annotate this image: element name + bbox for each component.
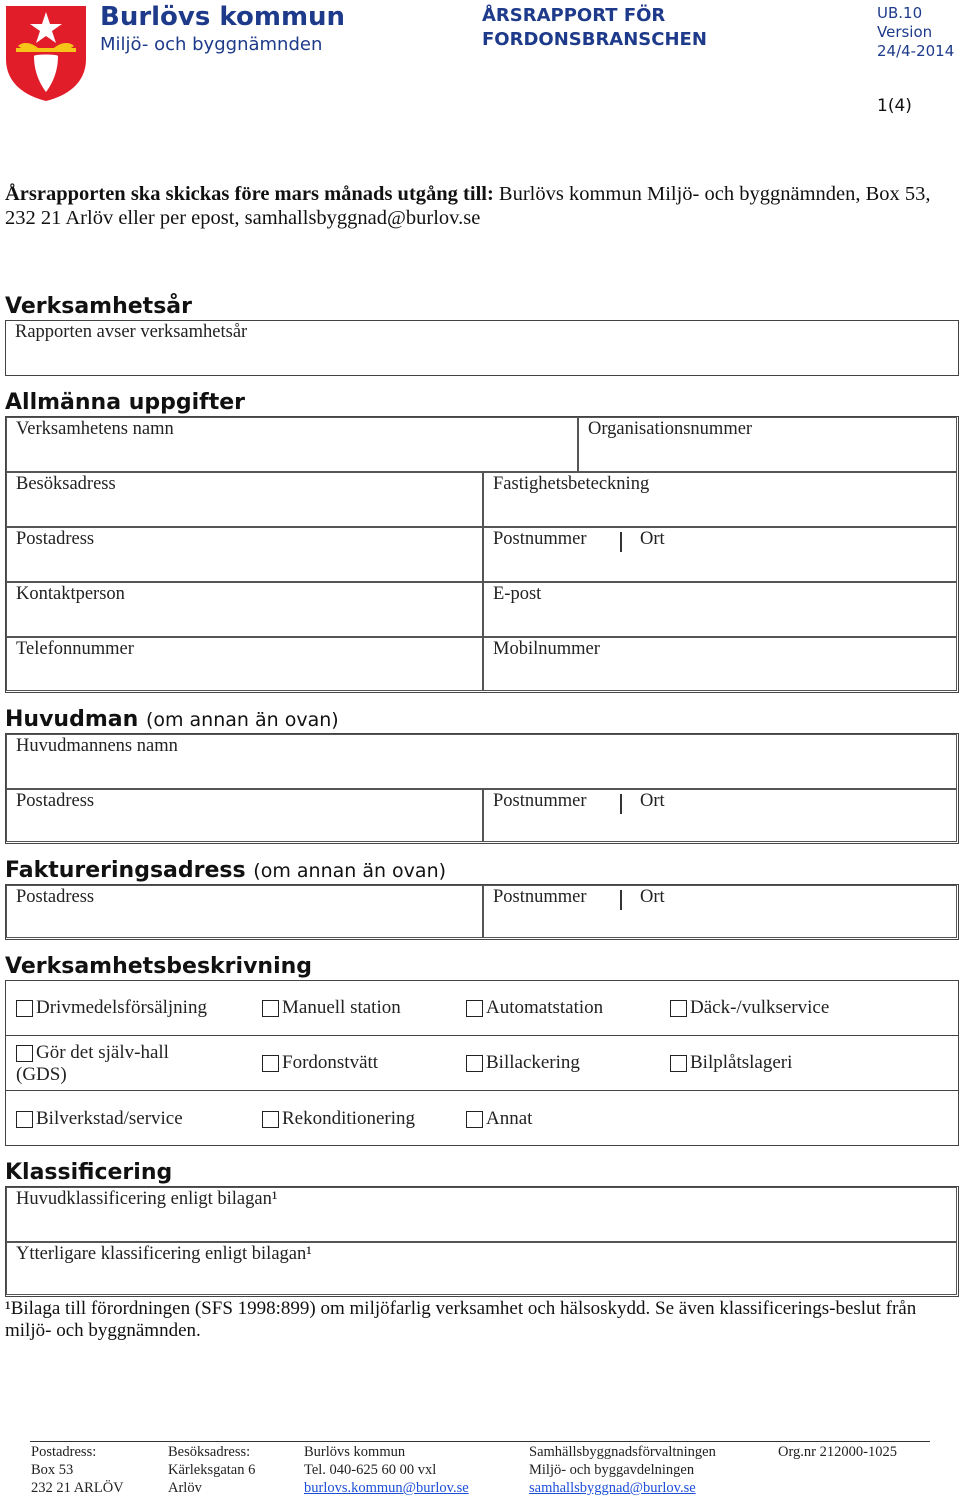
checkbox-label-cont: (GDS) [16,1064,67,1085]
checkbox-dackservice[interactable] [670,997,829,1019]
huvudklassificering-field[interactable] [6,1187,957,1242]
checkbox-gds-line [16,1042,169,1064]
footer-text: Miljö- och byggavdelningen [529,1462,695,1478]
ytterligare-klassificering-label: Ytterligare klassificering enligt bilagan¹ [16,1244,312,1264]
faktura-ort-label: Ort [640,887,665,907]
checkbox-label: Bilplåtslageri [690,1052,793,1073]
mobilnummer-label: Mobilnummer [493,639,600,659]
version-label: Version [877,23,933,41]
checkbox-label: Fordonstvätt [282,1052,379,1073]
checkbox-row-2 [5,1035,959,1091]
footer-kommun-email-link[interactable]: burlovs.kommun@burlov.se [304,1480,469,1496]
huvudman-postnummer-ort-field[interactable] [483,789,957,842]
ort-label: Ort [640,529,665,549]
faktura-postadress-label: Postadress [16,887,95,907]
checkbox-label: Drivmedelsförsäljning [36,997,207,1018]
footer-samhallsbyggnad-email-link[interactable]: samhallsbyggnad@burlov.se [529,1480,696,1496]
postnummer-label: Postnummer [493,529,587,549]
telefonnummer-field[interactable] [6,637,483,691]
checkbox-manuell-station[interactable] [262,997,401,1019]
footnote: ¹Bilaga till förordningen (SFS 1998:899) om miljöfarlig verksamhet och hälsoskydd. Se även klassificerings-beslut från miljö- och byggnämnden. [5,1298,917,1341]
huvudman-postadress-label: Postadress [16,791,95,811]
footer-text: Samhällsbyggnadsförvaltningen [529,1444,716,1460]
organisationsnummer-label: Organisationsnummer [588,419,753,439]
section-huvudman [5,707,339,733]
field-divider [620,532,622,552]
section-klassificering: Klassificering [5,1160,173,1185]
huvudklassificering-label: Huvudklassificering enligt bilagan¹ [16,1189,278,1209]
checkbox-label: Billackering [486,1052,580,1073]
page-number: 1(4) [877,96,912,116]
checkbox-icon[interactable] [670,1000,687,1017]
section-verksamhetsbeskrivning: Verksamhetsbeskrivning [5,954,313,979]
verksamhetens-namn-field[interactable] [6,417,578,472]
verksamhetens-namn-label: Verksamhetens namn [16,419,174,439]
checkbox-automatstation[interactable] [466,997,603,1019]
huvudman-table [5,733,959,844]
huvudman-postadress-field[interactable] [6,789,483,842]
faktura-postnummer-label: Postnummer [493,887,587,907]
footer-text: Postadress: [31,1444,97,1460]
checkbox-label: Bilverkstad/service [36,1108,183,1129]
checkbox-rekonditionering[interactable] [262,1108,415,1130]
footer-text: 232 21 ARLÖV [31,1480,124,1496]
checkbox-annat[interactable] [466,1108,532,1130]
checkbox-label: Rekonditionering [282,1108,415,1129]
intro-bold: Årsrapporten ska skickas före mars månads utgång till: [5,183,494,205]
mobilnummer-field[interactable] [483,637,957,691]
checkbox-bilverkstad[interactable] [16,1108,183,1130]
document-code [877,4,954,61]
kontaktperson-label: Kontaktperson [16,584,125,604]
ytterligare-klassificering-field[interactable] [6,1242,957,1295]
footer-orgnr: Org.nr 212000-1025 [778,1444,897,1460]
epost-label: E-post [493,584,542,604]
checkbox-icon[interactable] [16,1045,33,1062]
version-date: 24/4-2014 [877,42,955,60]
section-allmanna: Allmänna uppgifter [5,390,246,415]
huvudmannens-namn-field[interactable] [6,734,957,789]
document-title [482,4,782,52]
faktura-postnummer-ort-field[interactable] [483,885,957,938]
verksamhetsar-field[interactable] [5,320,959,376]
checkbox-bilplatslageri[interactable] [670,1052,792,1074]
checkbox-icon[interactable] [262,1000,279,1017]
kontaktperson-field[interactable] [6,582,483,637]
postnummer-ort-field[interactable] [483,527,957,582]
fakturering-table [5,884,959,940]
checkbox-icon[interactable] [466,1000,483,1017]
checkbox-row-3 [5,1090,959,1146]
faktura-postadress-field[interactable] [6,885,483,938]
footer-text: Kärleksgatan 6 [168,1462,256,1478]
footer-kommun [304,1443,469,1497]
footer-postadress [31,1443,124,1497]
huvudman-postnummer-label: Postnummer [493,791,587,811]
section-fakturering [5,858,446,884]
huvudman-ort-label: Ort [640,791,665,811]
checkbox-icon[interactable] [262,1055,279,1072]
footer-text: Arlöv [168,1480,202,1496]
checkbox-drivmedel[interactable] [16,997,207,1019]
epost-field[interactable] [483,582,957,637]
checkbox-icon[interactable] [262,1111,279,1128]
fastighetsbeteckning-label: Fastighetsbeteckning [493,474,650,494]
checkbox-icon[interactable] [16,1000,33,1017]
footer-text: Burlövs kommun [304,1444,406,1460]
postadress-field[interactable] [6,527,483,582]
section-verksamhetsar: Verksamhetsår [5,294,192,319]
klassificering-table [5,1186,959,1297]
document-title-line2: FORDONSBRANSCHEN [482,29,707,50]
fastighetsbeteckning-field[interactable] [483,472,957,527]
form-code: UB.10 [877,4,923,22]
footer-divider [30,1441,930,1442]
fakturering-title: Faktureringsadress [5,858,246,883]
checkbox-icon[interactable] [670,1055,687,1072]
checkbox-label: Annat [486,1108,533,1129]
huvudmannens-namn-label: Huvudmannens namn [16,736,178,756]
checkbox-label: Manuell station [282,997,401,1018]
document-title-line1: ÅRSRAPPORT FÖR [482,5,666,26]
besoksadress-field[interactable] [6,472,483,527]
field-divider [620,794,622,814]
verksamhetsar-label: Rapporten avser verksamhetsår [15,322,248,342]
fakturering-note: (om annan än ovan) [253,860,447,882]
checkbox-label: Automatstation [486,997,604,1018]
checkbox-label: Däck-/vulkservice [690,997,830,1018]
footer-besoksadress [168,1443,255,1497]
checkbox-icon[interactable] [466,1111,483,1128]
footer-text: Box 53 [31,1462,74,1478]
checkbox-label: Gör det själv-hall [36,1042,169,1063]
intro-text [5,182,935,230]
huvudman-note: (om annan än ovan) [145,709,339,731]
allmanna-table [5,416,959,693]
telefonnummer-label: Telefonnummer [16,639,134,659]
postadress-label: Postadress [16,529,95,549]
coat-of-arms-icon [4,4,88,102]
organisationsnummer-field[interactable] [578,417,957,472]
checkbox-icon[interactable] [466,1055,483,1072]
checkbox-gds[interactable] [16,1042,169,1086]
besoksadress-label: Besöksadress [16,474,116,494]
field-divider [620,890,622,910]
huvudman-title: Huvudman [5,707,139,732]
org-name: Burlövs kommun [100,2,346,32]
footer-forvaltning [529,1443,716,1497]
checkbox-icon[interactable] [16,1111,33,1128]
footer-text: Tel. 040-625 60 00 vxl [304,1462,437,1478]
intro-body: Burlövs kommun Miljö- och byggnämnden, Box 53, 232 21 Arlöv eller per epost, samhallsbyggnad@burlov.se [5,183,931,229]
org-department: Miljö- och byggnämnden [100,34,323,55]
footer-text: Besöksadress: [168,1444,251,1460]
checkbox-fordonstvatt[interactable] [262,1052,378,1074]
checkbox-row-1 [5,980,959,1036]
checkbox-billackering[interactable] [466,1052,580,1074]
